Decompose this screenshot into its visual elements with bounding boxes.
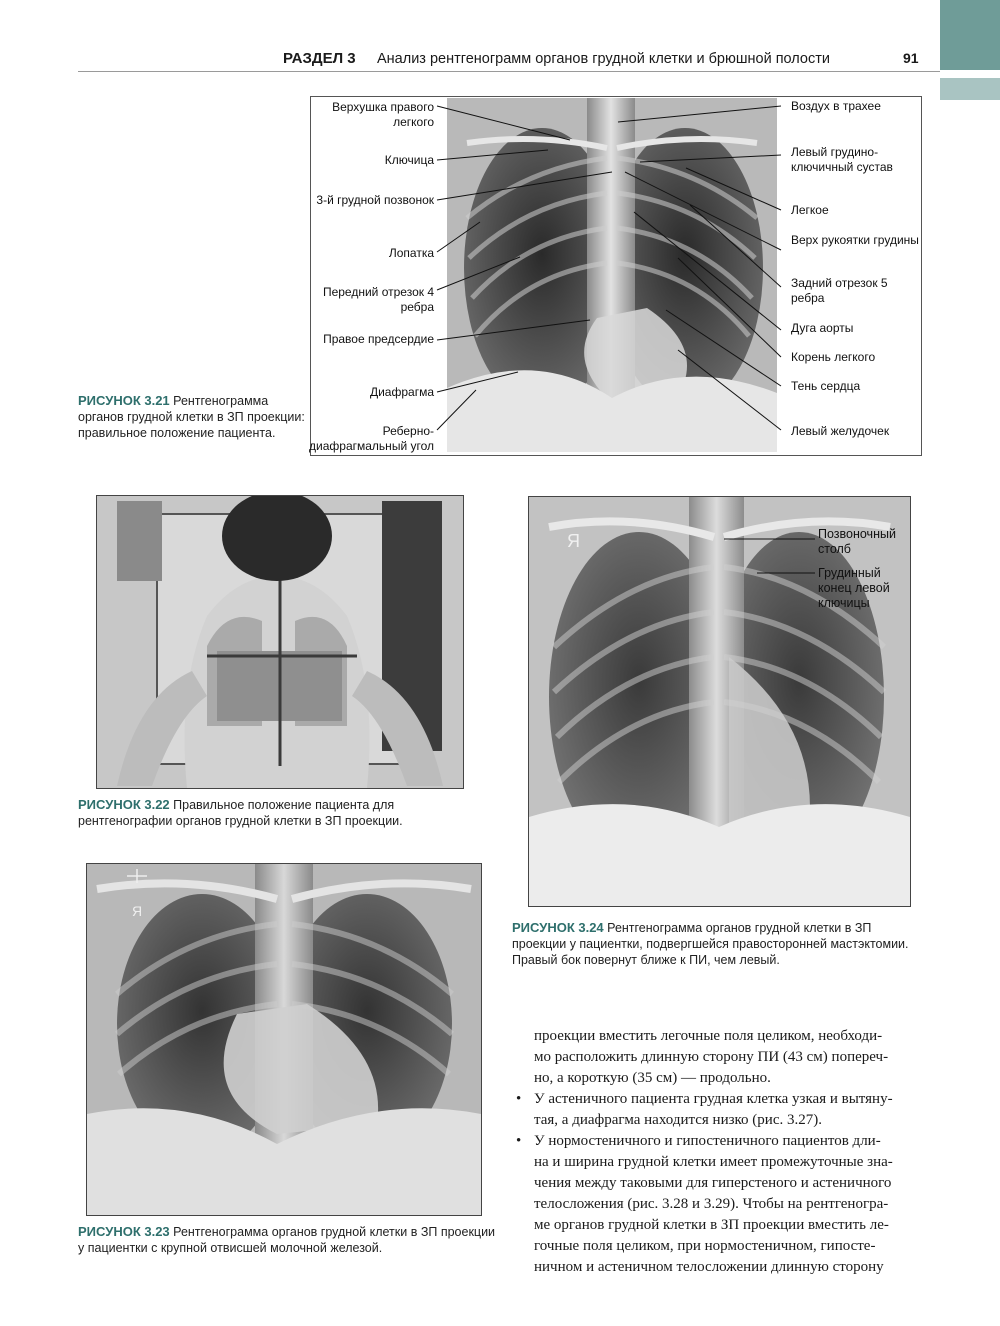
- label-posterior-rib-5: Задний отрезок 5 ребра: [791, 276, 888, 305]
- figure-3-24-number: РИСУНОК 3.24: [512, 920, 604, 935]
- bullet-symbol: •: [516, 1091, 522, 1107]
- text-line: но, а короткую (35 см) — продольно.: [534, 1070, 771, 1086]
- figure-3-22-caption: [78, 797, 488, 829]
- label-scapula: Лопатка: [388, 246, 434, 260]
- label-right-lung-apex: Верхушка правого легкого: [332, 100, 434, 129]
- label-anterior-rib-4: Передний отрезок 4 ребра: [322, 285, 434, 314]
- figure-3-21-number: РИСУНОК 3.21: [78, 393, 170, 408]
- figure-3-24-caption: [512, 920, 924, 968]
- label-diaphragm: Диафрагма: [369, 385, 434, 399]
- text-line: У нормостеничного и гипостеничного пациентов дли-: [534, 1133, 881, 1149]
- label-lung: Легкое: [791, 203, 829, 217]
- text-line: У астеничного пациента грудная клетка узкая и вытяну-: [534, 1091, 893, 1107]
- label-costophrenic-angle: Реберно-диафрагмальный угол: [309, 424, 434, 453]
- figure-3-23-xray: [86, 863, 482, 1216]
- body-paragraph: [534, 1026, 934, 1089]
- text-line: чения между таковыми для гиперстеного и астеничного: [534, 1175, 892, 1191]
- label-lung-hilum: Корень легкого: [791, 350, 876, 364]
- text-line: телосложения (рис. 3.28 и 3.29). Чтобы на рентгеногра-: [534, 1196, 889, 1212]
- label-vertebral-column: Позвоночный столб: [818, 527, 896, 556]
- label-manubrium-top: Верх рукоятки грудины: [791, 233, 919, 247]
- text-line: ме органов грудной клетки в ЗП проекции вместить ле-: [534, 1217, 889, 1233]
- figure-3-24-marker: Я: [567, 531, 580, 551]
- figure-3-24-caption-text: Рентгенограмма органов грудной клетки в ЗП проекции у пациентки, подвергшейся правосторонней мастэктомии. Правый бок повернут ближе к ПИ, чем левый.: [512, 921, 909, 967]
- figure-3-23-marker: Я: [132, 903, 143, 919]
- text-line: тая, а диафрагма находится низко (рис. 3.27).: [534, 1112, 822, 1128]
- text-line: мо расположить длинную сторону ПИ (43 см) попереч-: [534, 1049, 889, 1065]
- label-left-ventricle: Левый желудочек: [791, 424, 890, 438]
- figure-3-24-xray: [528, 496, 911, 907]
- bullet-symbol: •: [516, 1133, 522, 1149]
- text-line: ничном и астеничном телосложении длинную сторону: [534, 1259, 884, 1275]
- label-clavicle: Ключица: [384, 153, 434, 167]
- label-aortic-arch: Дуга аорты: [791, 321, 854, 335]
- text-line: проекции вместить легочные поля целиком, необходи-: [534, 1028, 883, 1044]
- label-sternoclavicular-joint: Левый грудино-ключичный сустав: [791, 145, 893, 174]
- text-line: гочные поля целиком, при нормостеничном, гипосте-: [534, 1238, 876, 1254]
- figure-3-21-caption: [78, 393, 306, 441]
- label-t3-vertebra: 3-й грудной позвонок: [316, 193, 434, 207]
- bullet-item-2: [516, 1131, 934, 1278]
- figure-3-23-number: РИСУНОК 3.23: [78, 1224, 170, 1239]
- label-right-atrium: Правое предсердие: [323, 332, 434, 346]
- page-number: 91: [903, 50, 919, 66]
- label-heart-shadow: Тень сердца: [791, 379, 861, 393]
- figure-3-21-caption-text: Рентгенограмма органов грудной клетки в ЗП проекции: правильное положение пациента.: [78, 394, 305, 440]
- figure-3-23-caption: [78, 1224, 498, 1256]
- label-sternal-end-left-clavicle: Грудинный конец левой ключицы: [818, 566, 890, 610]
- bullet-item-1: [516, 1089, 934, 1131]
- section-title: Анализ рентгенограмм органов грудной клетки и брюшной полости: [377, 51, 830, 67]
- figure-3-22-photo: [96, 495, 464, 789]
- label-tracheal-air: Воздух в трахее: [791, 99, 881, 113]
- text-line: на и ширина грудной клетки имеет промежуточные зна-: [534, 1154, 893, 1170]
- figure-3-23-caption-text: Рентгенограмма органов грудной клетки в ЗП проекции у пациентки с крупной отвисшей молочной железой.: [78, 1225, 496, 1255]
- figure-3-22-caption-text: Правильное положение пациента для рентгенографии органов грудной клетки в ЗП проекции.: [78, 798, 403, 828]
- section-label: РАЗДЕЛ 3: [283, 50, 356, 67]
- figure-3-22-number: РИСУНОК 3.22: [78, 797, 170, 812]
